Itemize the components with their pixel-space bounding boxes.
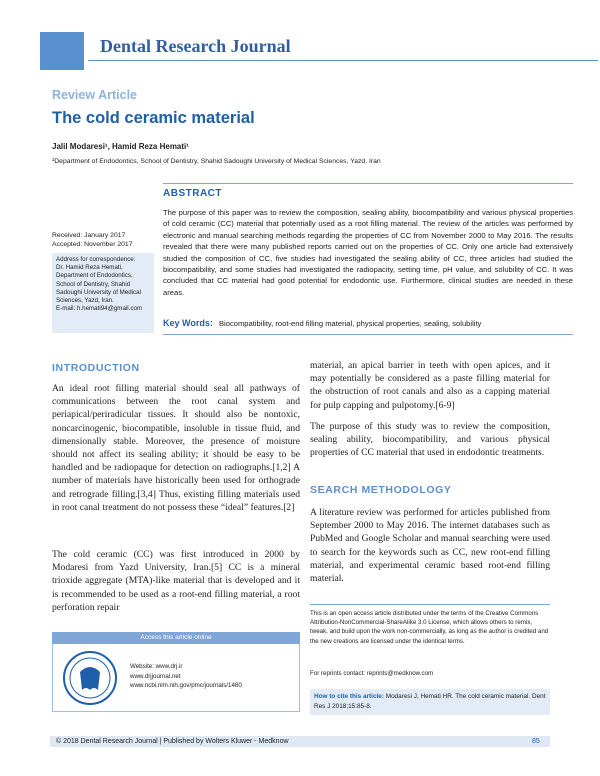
correspondence-email[interactable]: E-mail: h.hemati94@gmail.com bbox=[56, 305, 143, 313]
received-date: Received: January 2017 bbox=[52, 232, 126, 239]
journal-name: Dental Research Journal bbox=[100, 36, 291, 56]
access-links bbox=[130, 662, 242, 691]
author-affiliation: ¹Department of Endodontics, School of Dentistry, Shahid Sadoughi University of Medical Sciences, Yazd, Iran bbox=[52, 158, 381, 165]
search-methodology-heading: SEARCH METHODOLOGY bbox=[310, 484, 452, 496]
cite-text: Modaresi J, Hemati HR. The cold ceramic material. Dent Res J 2018;15:85-8. bbox=[314, 693, 546, 710]
header-rule bbox=[88, 60, 598, 61]
introduction-paragraph-3: material, an apical barrier in teeth with open apices, and it may potentially be considered as a paste filling material for the obstruction of root canals and also as a capping material for pulp capping and pulpotomy.[6-9] bbox=[310, 360, 550, 411]
abstract-top-rule bbox=[163, 183, 573, 184]
article-dates bbox=[52, 232, 132, 249]
website-link-3[interactable]: www.ncbi.nlm.nih.gov/pmc/journals/1480 bbox=[130, 682, 242, 689]
cite-box bbox=[310, 689, 550, 715]
abstract-text: The purpose of this paper was to review the composition, sealing ability, biocompatibility and various physical properties of cold ceramic (CC) material that potentially used as a root filling material. The review of the articles was performed by electronic and manual searching methods regarding the properties of CC from November 2000 to May 2016. The results revealed that there were many published reports carried out on the properties of CC. Only one article had extensively studied the composition of CC, five studies had investigated the sealing ability of CC, three articles had studied the biocompatibility, and some studies had investigated the radiopacity, setting time, pH value, and solubility of CC. It was concluded that CC material had good potential for endodontic use. Furthermore, clinical studies are needed in these areas. bbox=[163, 208, 573, 297]
correspondence-label: Address for correspondence: bbox=[56, 256, 136, 263]
journal-color-block bbox=[40, 32, 84, 70]
correspondence-address: Dr. Hamid Reza Hemati, Department of Endodontics, School of Dentistry, Shahid Sadoughi University of Medical Sciences, Yazd, Iran. bbox=[56, 264, 141, 305]
article-type: Review Article bbox=[52, 88, 137, 102]
keywords-label: Key Words: bbox=[163, 318, 213, 328]
journal-logo-icon bbox=[62, 650, 118, 706]
article-title: The cold ceramic material bbox=[52, 109, 255, 127]
abstract-bottom-rule bbox=[163, 334, 573, 335]
introduction-paragraph-1: An ideal root filling material should seal all pathways of communications between the root canal system and periapical/periradicular tissues. It should also be nontoxic, noncarcinogenic, biocompatible, insoluble in tissue fluid, and dimensionally stable. Moreover, the presence of moisture should not affect its sealing ability; it should be easy to be handled and be radiopaque for detection on radiographs.[1,2] A number of materials have historically been used for orthograde and retrograde filling.[3,4] Thus, existing filling materials used in root canal treatment do not possess these “ideal” features.[2] bbox=[52, 383, 300, 513]
website-link-2[interactable]: www.drjjournal.net bbox=[130, 672, 181, 680]
access-online-label: Access this article online bbox=[52, 632, 300, 644]
correspondence-box bbox=[52, 253, 154, 333]
keywords-text: Biocompatibility, root-end filling material, physical properties, sealing, solubility bbox=[218, 319, 482, 328]
cite-label: How to cite this article: bbox=[314, 693, 384, 700]
introduction-paragraph-4: The purpose of this study was to review the composition, sealing ability, biocompatibility, and various physical properties of CC material that used in endodontic treatments. bbox=[310, 421, 550, 459]
license-text: This is an open access article distributed under the terms of the Creative Commons Attribution-NonCommercial-ShareAlike 3.0 License, which allows others to remix, tweak, and build upon the work non-commercially, as long as the author is credited and the new creations are licensed under the identical terms. bbox=[310, 604, 550, 684]
website-link[interactable]: Website: www.drj.ir bbox=[130, 663, 183, 670]
footer-text: © 2018 Dental Research Journal | Published by Wolters Kluwer - Medknow bbox=[56, 738, 289, 745]
accepted-date: Accepted: November 2017 bbox=[52, 240, 133, 248]
reprints-contact: For reprints contact: reprints@medknow.com bbox=[310, 670, 434, 677]
introduction-heading: INTRODUCTION bbox=[52, 362, 140, 374]
keywords bbox=[163, 318, 573, 328]
search-methodology-paragraph: A literature review was performed for articles published from September 2000 to May 2016. The internet databases such as PubMed and Google Scholar and manual searching were used to search for the keywords such as CC, new root-end filling material, and experimental ceramic based root-end filling material. bbox=[310, 507, 550, 585]
page-number: 85 bbox=[532, 738, 540, 745]
abstract-heading: ABSTRACT bbox=[163, 188, 222, 199]
author-list: Jalil Modaresi¹, Hamid Reza Hemati¹ bbox=[52, 142, 189, 151]
introduction-paragraph-2: The cold ceramic (CC) was first introduced in 2000 by Modaresi from Yazd University, Iran.[5] CC is a mineral trioxide aggregate (MTA)-like material that is developed and it is recommended to be used as a root-end filling material, a root perforation repair bbox=[52, 549, 300, 613]
